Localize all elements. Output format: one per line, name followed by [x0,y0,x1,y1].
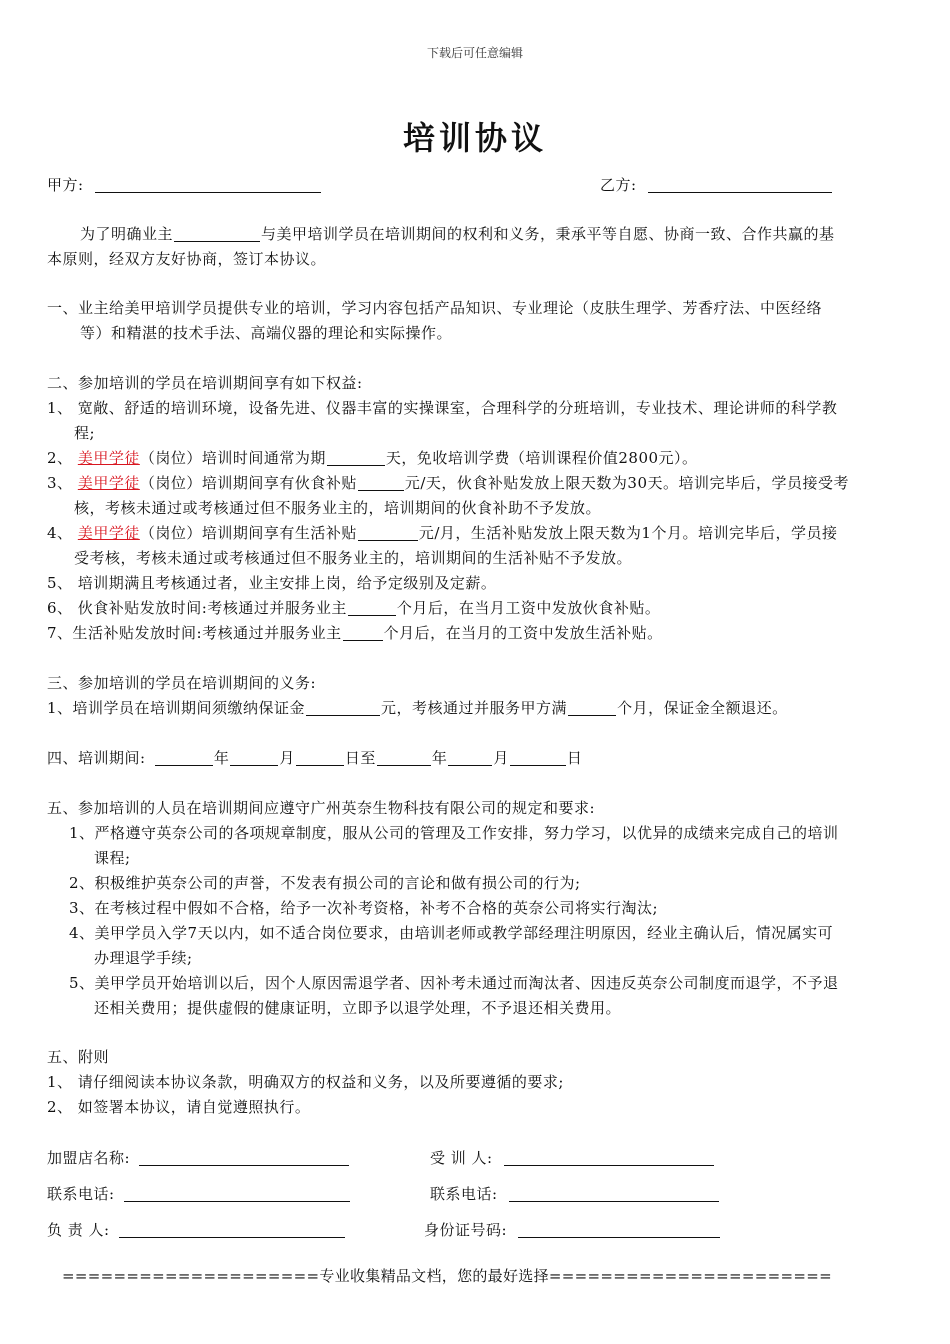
section-1-line-2: 等）和精湛的技术手法、高端仪器的理论和实际操作。 [80,324,453,342]
intro-line-1: 为了明确业主 与美甲培训学员在培训期间的权利和义务，秉承平等自愿、协商一致、合作共赢的基 [80,225,835,243]
appendix-heading: 五、附则 [47,1048,110,1066]
section-2-item-1-cont: 程; [74,424,96,442]
section-2-item-4: 4、 美甲学徒（岗位）培训期间享有生活补贴 元/月，生活补贴发放上限天数为1个月。培训完毕后，学员接 [47,524,838,542]
service-months-blank [568,699,616,716]
section-2-item-6: 6、 伙食补贴发放时间:考核通过并服务业主 个月后，在当月工资中发放伙食补贴。 [47,599,661,617]
section-5-item-5: 5、美甲学员开始培训以后，因个人原因需退学者、因补考未通过而淘汰者、因违反英奈公司制度而退学，不予退 [69,974,839,992]
party-b-label: 乙方: [600,176,637,194]
section-5-item-3: 3、在考核过程中假如不合格，给予一次补考资格，补考不合格的英奈公司将实行淘汰; [69,899,659,917]
section-2-item-7: 7、生活补贴发放时间:考核通过并服务业主 个月后，在当月的工资中发放生活补贴。 [47,624,663,642]
party-b-blank [648,176,832,193]
section-5-heading: 五、参加培训的人员在培训期间应遵守广州英奈生物科技有限公司的规定和要求: [47,799,596,817]
store-name-blank [139,1149,349,1166]
section-3-item-1: 1、培训学员在培训期间须缴纳保证金 元，考核通过并服务甲方满 个月，保证金全额退还。 [47,699,788,717]
start-year-blank [155,749,213,766]
living-months-blank [343,624,383,641]
party-a-label: 甲方: [47,176,84,194]
phone-left-row: 联系电话: [47,1182,351,1207]
end-year-blank [377,749,431,766]
party-b-row [600,173,833,198]
deposit-blank [306,699,380,716]
section-2-item-3-cont: 核，考核未通过或考核通过但不服务业主的，培训期间的伙食补助不予发放。 [74,499,602,517]
section-2-item-3: 3、 美甲学徒（岗位）培训期间享有伙食补贴 元/天，伙食补贴发放上限天数为30天。培训完毕后，学员接受考 [47,474,850,492]
person-in-charge-blank [119,1221,345,1238]
phone-left-blank [124,1185,350,1202]
section-5-item-4: 4、美甲学员入学7天以内，如不适合岗位要求，由培训老师或教学部经理注明原因，经业主确认后，情况属实可 [69,924,834,942]
section-2-item-2: 2、 美甲学徒（岗位）培训时间通常为期 天，免收培训学费（培训课程价值2800元）。 [47,449,698,467]
living-allowance-blank [358,524,418,541]
end-month-blank [448,749,492,766]
start-month-blank [230,749,278,766]
id-number-row: 身份证号码: [424,1218,721,1243]
section-5-item-4-cont: 办理退学手续; [94,949,193,967]
meal-allowance-blank [358,474,404,491]
section-2-item-1: 1、 宽敞、舒适的培训环境，设备先进、仪器丰富的实操课室，合理科学的分班培训，专业技术、理论讲师的科学教 [47,399,838,417]
section-1-line-1: 一、业主给美甲培训学员提供专业的培训，学习内容包括产品知识、专业理论（皮肤生理学、芳香疗法、中医经络 [47,299,823,317]
id-number-blank [518,1221,720,1238]
section-5-item-2: 2、积极维护英奈公司的声誉，不发表有损公司的言论和做有损公司的行为; [69,874,581,892]
section-2-item-5: 5、 培训期满且考核通过者，业主安排上岗，给予定级别及定薪。 [47,574,497,592]
apprentice-link: 美甲学徒 [77,524,140,542]
person-in-charge-row: 负 责 人: [47,1218,346,1243]
intro-line-2: 本原则，经双方友好协商，签订本协议。 [47,250,327,268]
party-a-row [47,173,322,198]
phone-right-blank [509,1185,719,1202]
trainee-row: 受 训 人: [430,1146,715,1171]
apprentice-link: 美甲学徒 [77,474,140,492]
phone-right-row: 联系电话: [430,1182,720,1207]
trainee-blank [504,1149,714,1166]
meal-months-blank [348,599,396,616]
party-a-blank [95,176,321,193]
section-5-item-1: 1、严格遵守英奈公司的各项规章制度，服从公司的管理及工作安排，努力学习，以优异的成绩来完成自己的培训 [69,824,839,842]
start-day-blank [296,749,344,766]
section-5-item-5-cont: 还相关费用；提供虚假的健康证明，立即予以退学处理，不予退还相关费用。 [94,999,622,1017]
appendix-item-1: 1、 请仔细阅读本协议条款，明确双方的权益和义务，以及所要遵循的要求; [47,1073,564,1091]
document-title: 培训协议 [402,119,547,157]
training-days-blank [327,449,385,466]
owner-blank [174,225,260,242]
section-3-heading: 三、参加培训的学员在培训期间的义务: [47,674,317,692]
section-5-item-1-cont: 课程; [94,849,131,867]
section-2-item-4-cont: 受考核，考核未通过或考核通过但不服务业主的，培训期间的生活补贴不予发放。 [74,549,633,567]
end-day-blank [510,749,566,766]
store-name-row: 加盟店名称: [47,1146,350,1171]
section-4-training-period: 四、培训期间: 年 月 日至 年 月 日 [47,749,583,767]
section-2-heading: 二、参加培训的学员在培训期间享有如下权益: [47,374,363,392]
header-note: 下载后可任意编辑 [426,46,523,60]
footer-banner: ====================专业收集精品文档，您的最好选择====================== [62,1267,832,1285]
apprentice-link: 美甲学徒 [77,449,140,467]
appendix-item-2: 2、 如签署本协议，请自觉遵照执行。 [47,1098,311,1116]
